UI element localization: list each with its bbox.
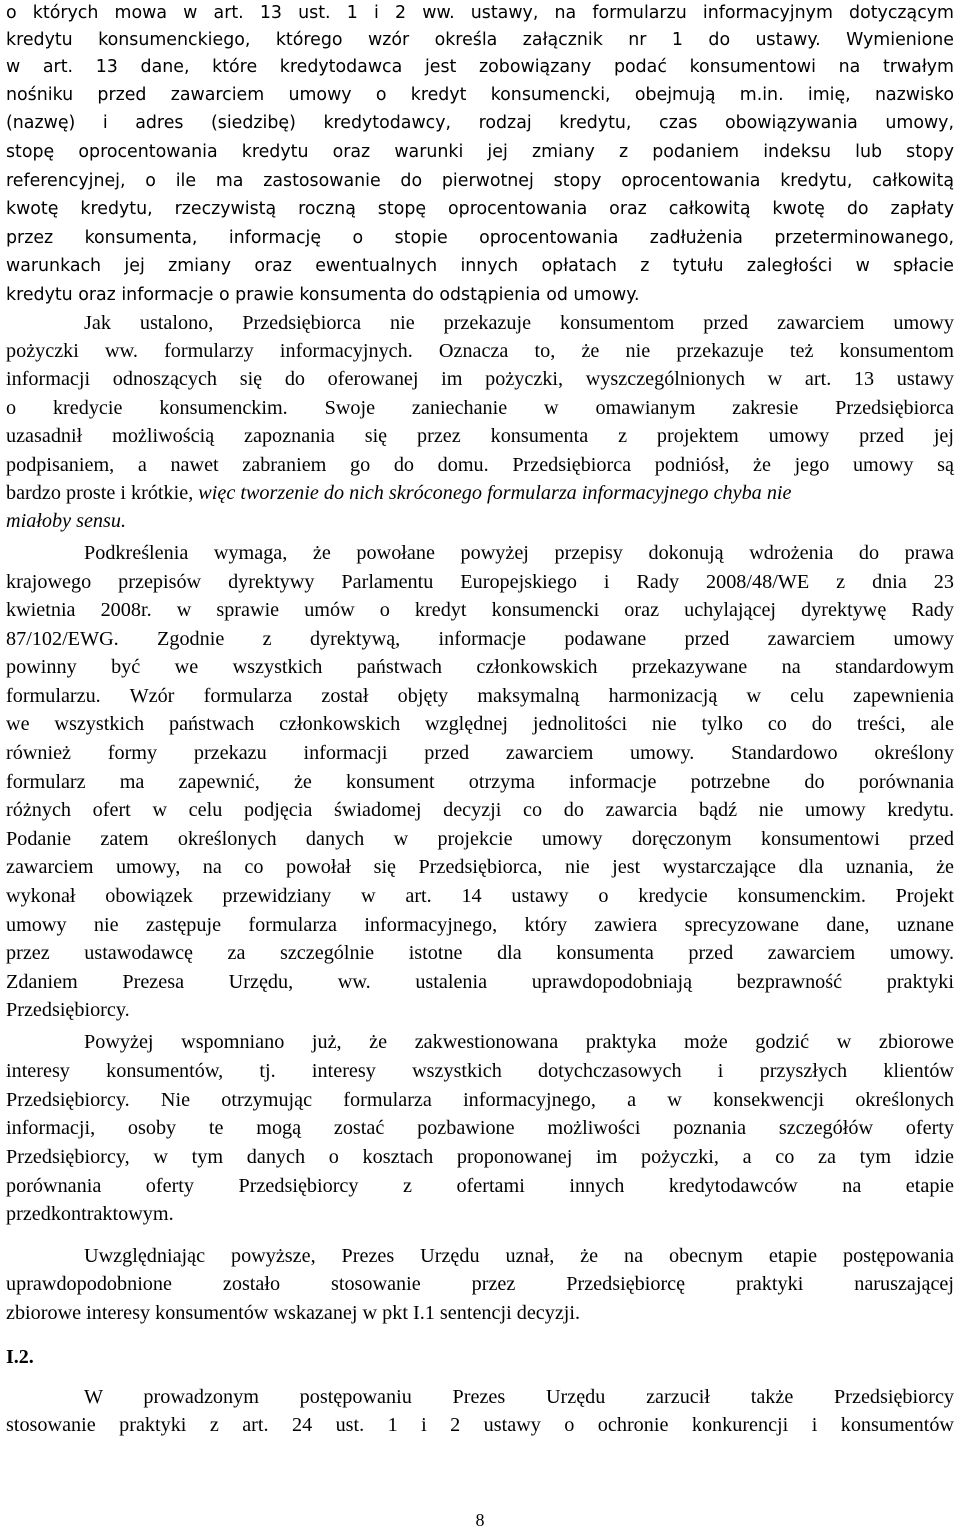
text-line: Przedsiębiorcy, w tym danych o kosztach proponowanej im pożyczki, a co za tym idzie (6, 1146, 954, 1168)
text-line: kredytu oraz informacje o prawie konsumenta do odstąpienia od umowy. (6, 285, 640, 305)
text-line: Przedsiębiorcy. (6, 999, 130, 1021)
text-line: podpisaniem, a nawet zabraniem go do domu. Przedsiębiorca podniósł, że jego umowy są (6, 454, 954, 476)
text-line: formularz ma zapewnić, że konsument otrzyma informacje potrzebne do porównania (6, 771, 954, 793)
text-line: uzasadnił możliwością zapoznania się przez konsumenta z projektem umowy przed jej (6, 425, 954, 447)
italic-quote-end: miałoby sensu. (6, 510, 126, 532)
text-line: (nazwę) i adres (siedzibę) kredytodawcy, rodzaj kredytu, czas obowiązywania umowy, (6, 113, 954, 133)
text-line: pożyczki ww. formularzy informacyjnych. Oznacza to, że nie przekazuje też konsumentom (6, 340, 954, 362)
section-heading: I.2. (6, 1346, 34, 1368)
paragraph-first-line: Powyżej wspomniano już, że zakwestionowana praktyka może godzić w zbiorowe (84, 1031, 954, 1053)
text-line: informacji odnoszących się do oferowanej im pożyczki, wyszczególnionych w art. 13 ustawy (6, 368, 954, 390)
text-line: przez konsumenta, informację o stopie oprocentowania zadłużenia przeterminowanego, (6, 228, 954, 248)
paragraph-first-line: W prowadzonym postępowaniu Prezes Urzędu zarzucił także Przedsiębiorcy (84, 1386, 954, 1408)
text-line: również formy przekazu informacji przed zawarciem umowy. Standardowo określony (6, 742, 954, 764)
page-number: 8 (475, 1510, 485, 1530)
text-line: kwietnia 2008r. w sprawie umów o kredyt konsumencki oraz uchylającej dyrektywę Rady (6, 599, 954, 621)
text-line: uprawdopodobnione zostało stosowanie przez Przedsiębiorcę praktyki naruszającej (6, 1273, 954, 1295)
text-line: o których mowa w art. 13 ust. 1 i 2 ww. ustawy, na formularzu informacyjnym dotyczącym (6, 3, 954, 23)
italic-quote: więc tworzenie do nich skróconego formularza informacyjnego chyba nie (198, 482, 792, 504)
paragraph-first-line: Podkreślenia wymaga, że powołane powyżej przepisy dokonują wdrożenia do prawa (84, 542, 954, 564)
text-line: przedkontraktowym. (6, 1203, 174, 1225)
text-line: różnych ofert w celu podjęcia świadomej decyzji co do zawarcia bądź nie umowy kredytu. (6, 799, 954, 821)
text-line (6, 480, 954, 508)
text-line: zbiorowe interesy konsumentów wskazanej w pkt I.1 sentencji decyzji. (6, 1302, 581, 1324)
text-line: warunkach jej zmiany oraz ewentualnych innych opłatach z tytułu zaległości w spłacie (6, 256, 954, 276)
text-line: w art. 13 dane, które kredytodawca jest zobowiązany podać konsumentowi na trwałym (6, 57, 954, 77)
text-line: we wszystkich państwach członkowskich względnej jednolitości nie tylko co do treści, ale (6, 713, 954, 735)
text-line: kwotę kredytu, rzeczywistą roczną stopę oprocentowania oraz całkowitą kwotę do zapłaty (6, 199, 954, 219)
paragraph-first-line: Jak ustalono, Przedsiębiorca nie przekazuje konsumentom przed zawarciem umowy (84, 312, 954, 334)
text-line: kredytu konsumenckiego, którego wzór określa załącznik nr 1 do ustawy. Wymienione (6, 30, 954, 50)
text-line: Zdaniem Prezesa Urzędu, ww. ustalenia uprawdopodobniają bezprawność praktyki (6, 971, 954, 993)
text-line: krajowego przepisów dyrektywy Parlamentu Europejskiego i Rady 2008/48/WE z dnia 23 (6, 571, 954, 593)
text-line: przez ustawodawcę za szczególnie istotne dla konsumenta przed zawarciem umowy. (6, 942, 954, 964)
text-line: Przedsiębiorcy. Nie otrzymując formularza informacyjnego, a w konsekwencji określonych (6, 1089, 954, 1111)
text-line: informacji, osoby te mogą zostać pozbawione możliwości poznania szczegółów oferty (6, 1117, 954, 1139)
text-line: zawarciem umowy, na co powołał się Przedsiębiorca, nie jest wystarczające dla uznania, że (6, 856, 954, 878)
text-line: Podanie zatem określonych danych w projekcie umowy doręczonym konsumentowi przed (6, 828, 954, 850)
text-line: interesy konsumentów, tj. interesy wszystkich dotychczasowych i przyszłych klientów (6, 1060, 954, 1082)
text-line: 87/102/EWG. Zgodnie z dyrektywą, informacje podawane przed zawarciem umowy (6, 628, 954, 650)
paragraph-first-line: Uwzględniając powyższe, Prezes Urzędu uznał, że na obecnym etapie postępowania (84, 1245, 954, 1267)
text-line: porównania oferty Przedsiębiorcy z ofertami innych kredytodawców na etapie (6, 1175, 954, 1197)
text-line: nośniku przed zawarciem umowy o kredyt konsumencki, obejmują m.in. imię, nazwisko (6, 85, 954, 105)
text-line: formularzu. Wzór formularza został objęty maksymalną harmonizacją w celu zapewnienia (6, 685, 954, 707)
text-line: umowy nie zastępuje formularza informacyjnego, który zawiera sprecyzowane dane, uznane (6, 914, 954, 936)
text-line: o kredycie konsumenckim. Swoje zaniechanie w omawianym zakresie Przedsiębiorca (6, 397, 954, 419)
text-line: stopę oprocentowania kredytu oraz warunki jej zmiany z podaniem indeksu lub stopy (6, 142, 954, 162)
text-line: powinny być we wszystkich państwach członkowskich przekazywane na standardowym (6, 656, 954, 678)
text-line: wykonał obowiązek przewidziany w art. 14 ustawy o kredycie konsumenckim. Projekt (6, 885, 954, 907)
text-run: bardzo proste i krótkie, (6, 482, 199, 504)
text-line: stosowanie praktyki z art. 24 ust. 1 i 2 ustawy o ochronie konkurencji i konsumentów (6, 1414, 954, 1436)
text-line: referencyjnej, o ile ma zastosowanie do pierwotnej stopy oprocentowania kredytu, całkowitą (6, 171, 954, 191)
